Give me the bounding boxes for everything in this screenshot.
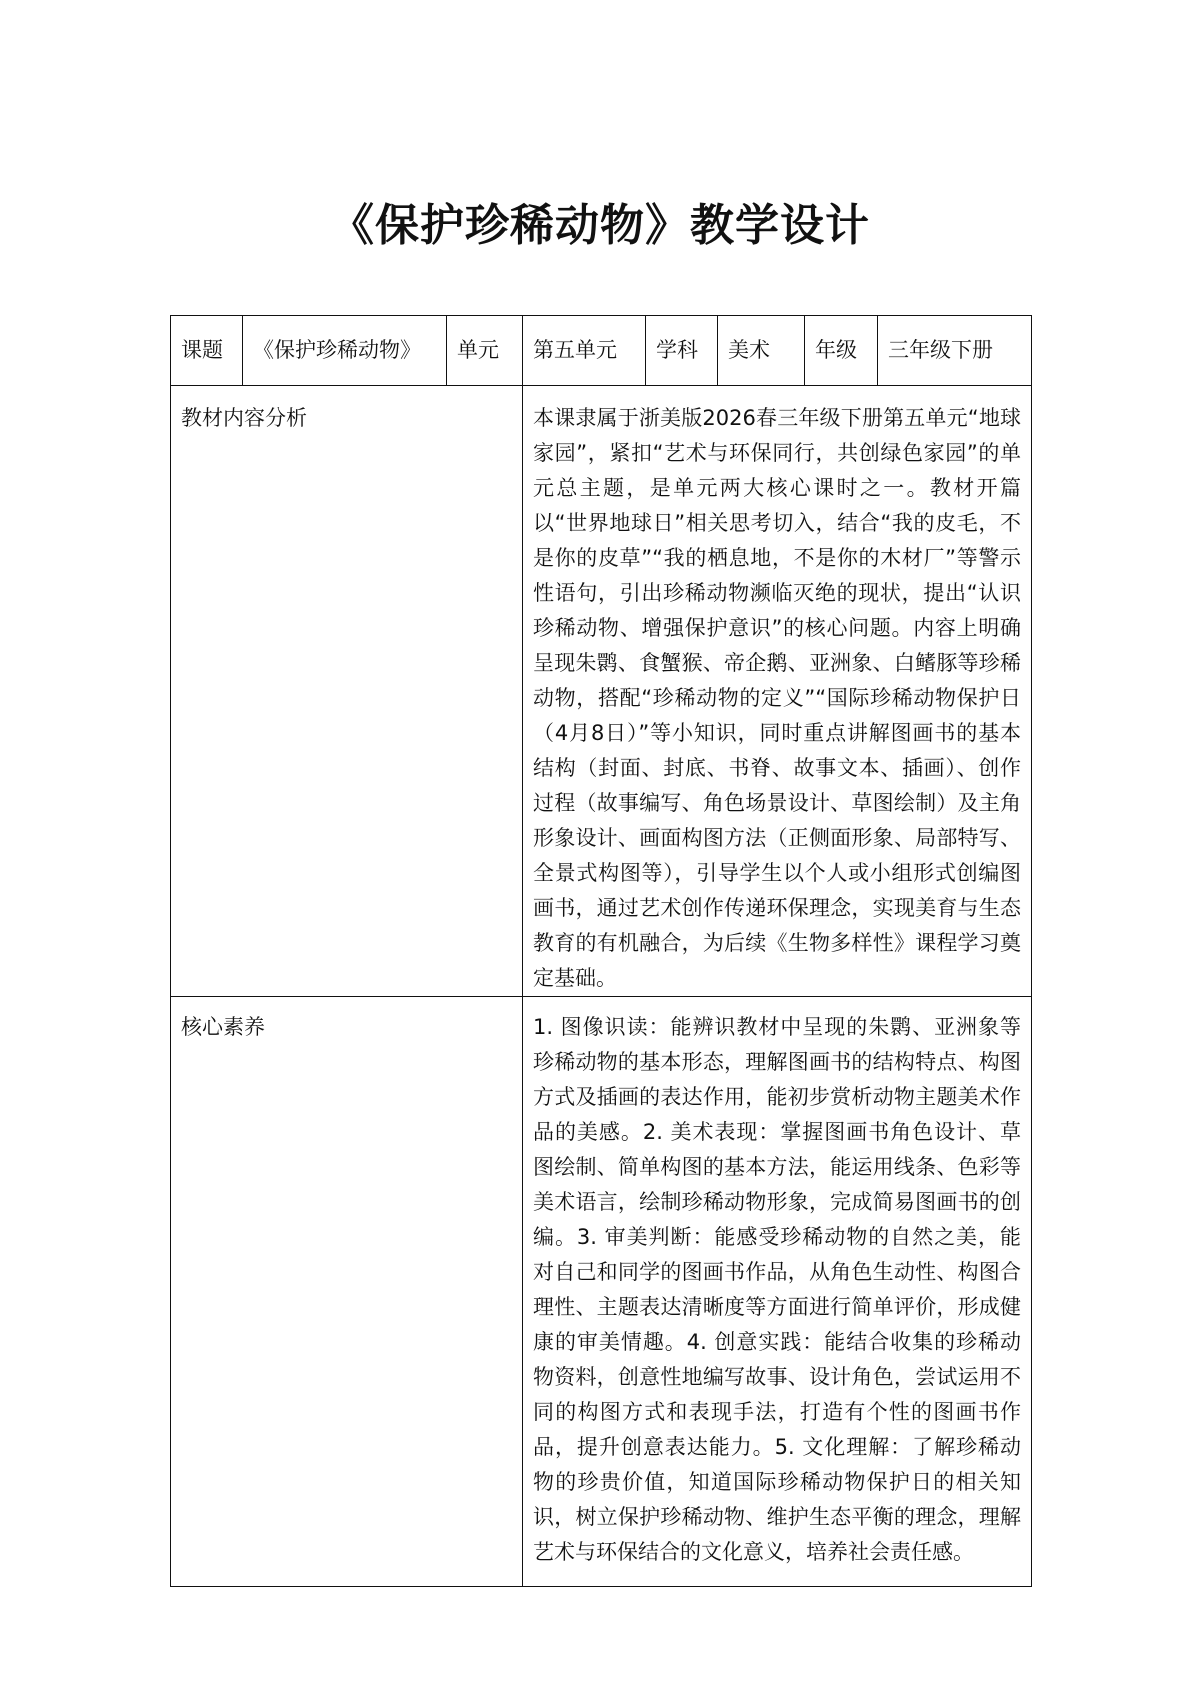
core-literacy-row: [171, 997, 1032, 1587]
info-row: [171, 316, 1032, 386]
grade-label-cell: 年级: [805, 316, 878, 386]
core-literacy-label-cell: 核心素养: [171, 997, 523, 1587]
analysis-text-cell: 本课隶属于浙美版2026春三年级下册第五单元“地球家园”，紧扣“艺术与环保同行，共创绿色家园”的单元总主题，是单元两大核心课时之一。教材开篇以“世界地球日”相关思考切入，结合“我的皮毛，不是你的皮草”“我的栖息地，不是你的木材厂”等警示性语句，引出珍稀动物濒临灭绝的现状，提出“认识珍稀动物、增强保护意识”的核心问题。内容上明确呈现朱鹮、食蟹猴、帝企鹅、亚洲象、白鳍豚等珍稀动物，搭配“珍稀动物的定义”“国际珍稀动物保护日（4月8日）”等小知识，同时重点讲解图画书的基本结构（封面、封底、书脊、故事文本、插画）、创作过程（故事编写、角色场景设计、草图绘制）及主角形象设计、画面构图方法（正侧面形象、局部特写、全景式构图等），引导学生以个人或小组形式创编图画书，通过艺术创作传递环保理念，实现美育与生态教育的有机融合，为后续《生物多样性》课程学习奠定基础。: [523, 386, 1032, 997]
unit-value-cell: 第五单元: [523, 316, 646, 386]
topic-value-cell: 《保护珍稀动物》: [243, 316, 447, 386]
unit-label-cell: 单元: [447, 316, 523, 386]
subject-label-cell: 学科: [646, 316, 718, 386]
document-title: 《保护珍稀动物》教学设计: [330, 200, 870, 251]
grade-value-cell: 三年级下册: [878, 316, 1032, 386]
analysis-label-cell: 教材内容分析: [171, 386, 523, 997]
core-literacy-text-cell: 1. 图像识读：能辨识教材中呈现的朱鹮、亚洲象等珍稀动物的基本形态，理解图画书的结构特点、构图方式及插画的表达作用，能初步赏析动物主题美术作品的美感。2. 美术表现：掌握图画书角色设计、草图绘制、简单构图的基本方法，能运用线条、色彩等美术语言，绘制珍稀动物形象，完成简易图画书的创编。3. 审美判断：能感受珍稀动物的自然之美，能对自己和同学的图画书作品，从角色生动性、构图合理性、主题表达清晰度等方面进行简单评价，形成健康的审美情趣。4. 创意实践：能结合收集的珍稀动物资料，创意性地编写故事、设计角色，尝试运用不同的构图方式和表现手法，打造有个性的图画书作品，提升创意表达能力。5. 文化理解：了解珍稀动物的珍贵价值，知道国际珍稀动物保护日的相关知识，树立保护珍稀动物、维护生态平衡的理念，理解艺术与环保结合的文化意义，培养社会责任感。: [523, 997, 1032, 1587]
subject-value-cell: 美术: [718, 316, 805, 386]
analysis-row: [171, 386, 1032, 997]
topic-label-cell: 课题: [171, 316, 243, 386]
lesson-plan-table: [170, 315, 1032, 1587]
